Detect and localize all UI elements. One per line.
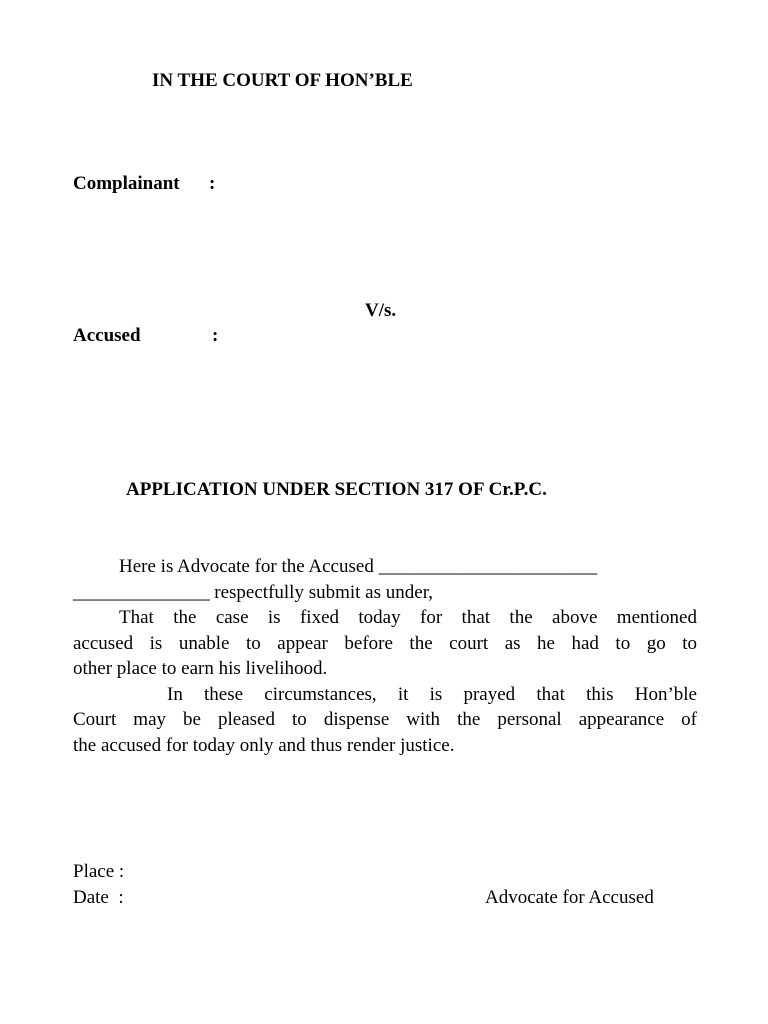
para1-line-3: other place to earn his livelihood. <box>73 658 328 679</box>
para1-line-2: accused is unable to appear before the court as he had to go to <box>73 632 697 654</box>
complainant-colon: : <box>209 173 216 194</box>
application-body <box>73 554 697 758</box>
intro-blank: _______________ <box>73 581 210 603</box>
signature-label: Advocate for Accused <box>485 887 654 908</box>
versus-label: V/s. <box>365 300 397 321</box>
intro-line-2 <box>73 580 697 606</box>
para2-line-3: the accused for today only and thus render justice. <box>73 734 455 756</box>
para1-line-1: That the case is fixed today for that the above mentioned <box>119 607 697 628</box>
intro-line-2-text: respectfully submit as under, <box>209 581 434 603</box>
para2-line-2: Court may be pleased to dispense with the personal appearance of <box>73 709 697 730</box>
accused-label: Accused <box>73 325 141 346</box>
place-label: Place : <box>73 861 125 882</box>
accused-colon: : <box>212 325 219 346</box>
application-title: APPLICATION UNDER SECTION 317 OF Cr.P.C. <box>126 479 547 500</box>
para2-line-1: In these circumstances, it is prayed that this Hon’ble <box>167 683 697 705</box>
complainant-label: Complainant <box>73 173 180 194</box>
court-heading: IN THE COURT OF HON’BLE <box>152 70 413 91</box>
date-label: Date : <box>73 887 124 908</box>
intro-line-1: Here is Advocate for the Accused _______________________ <box>119 556 598 577</box>
